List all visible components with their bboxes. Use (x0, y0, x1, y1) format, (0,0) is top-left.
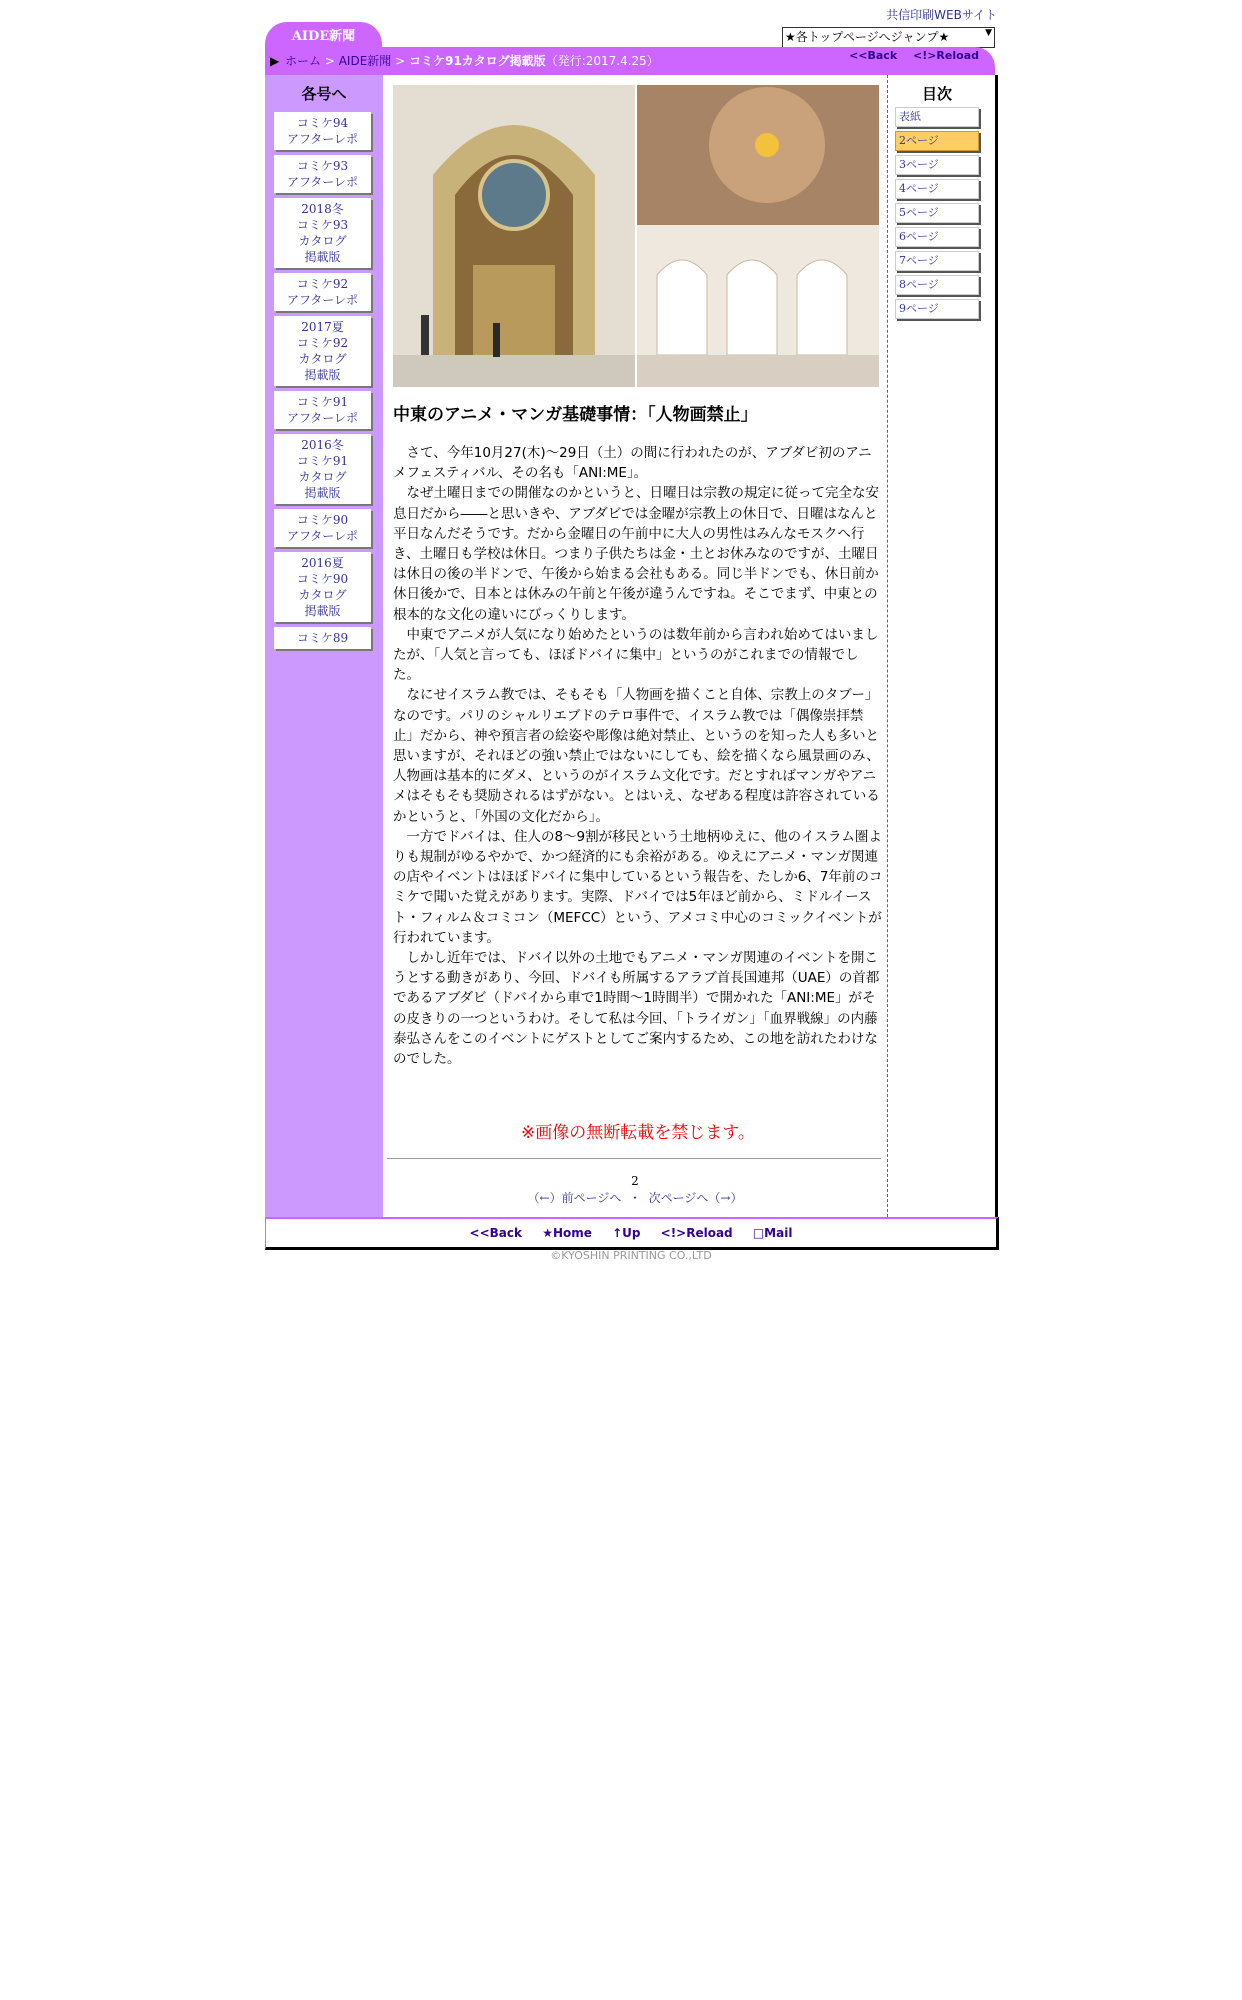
article-body (393, 443, 883, 1069)
footer-home-link[interactable]: ★Home (542, 1226, 592, 1240)
main-frame (265, 75, 998, 1220)
footer-mail-link[interactable]: □Mail (752, 1226, 793, 1240)
page-number: 2 (631, 1174, 639, 1188)
article-photos (393, 85, 879, 387)
issue-link[interactable]: 2016冬 コミケ91 カタログ 掲載版 (274, 434, 371, 504)
toc-item[interactable]: 4ページ (895, 179, 979, 199)
mosque-dome-photo (637, 85, 879, 387)
article-paragraph: 中東でアニメが人気になり始めたというのは数年前から言われ始めてはいましたが、「人気と言っても、ほぼドバイに集中」というのがこれまでの情報でした。 (393, 626, 879, 684)
top-nav (837, 42, 979, 70)
issue-sidebar (265, 75, 383, 1217)
breadcrumb-sep: > (391, 54, 409, 68)
reload-link[interactable]: <!>Reload (912, 49, 979, 62)
issue-link[interactable]: コミケ92 アフターレポ (274, 273, 371, 311)
article-paragraph: なぜ土曜日までの開催なのかというと、日曜日は宗教の規定に従って完全な安息日だから――と思いきや、アブダビでは金曜が宗教上の休日で、日曜はなんと平日なんだそうです。だから金曜日の午前中に大人の男性はみんなモスクへ行き、土曜日も学校は休日。つまり子供たちは金・土とお休みなのですが、土曜日は休日の後の半ドンで、午後から始まる会社もある。同じ半ドンでも、休日前か休日後かで、日本とは休みの午前と午後が違うんですね。そこでまず、中東との根本的な文化の違いにびっくりします。 (393, 485, 879, 623)
pager (383, 1173, 887, 1207)
breadcrumb-section[interactable]: AIDE新聞 (338, 54, 392, 68)
footer-back-link[interactable]: <<Back (469, 1226, 522, 1240)
breadcrumb (285, 47, 659, 75)
pager-separator: ・ (628, 1191, 641, 1205)
toc-item[interactable]: 表紙 (895, 107, 979, 127)
back-link[interactable]: <<Back (849, 49, 898, 62)
toc-item[interactable]: 6ページ (895, 227, 979, 247)
footer-reload-link[interactable]: <!>Reload (660, 1226, 733, 1240)
issue-sidebar-heading: 各号へ (301, 85, 347, 103)
article-paragraph: さて、今年10月27(木)～29日（土）の間に行われたのが、アブダビ初のアニメフェスティバル、その名も「ANI:ME」。 (393, 445, 872, 482)
next-page-link[interactable]: 次ページへ（→） (648, 1191, 743, 1205)
issue-date: （発行:2017.4.25） (545, 54, 659, 68)
issue-link[interactable]: 2016夏 コミケ90 カタログ 掲載版 (274, 552, 371, 622)
mosque-arch-photo (393, 85, 635, 387)
jump-select-value: ★各トップページへジャンプ★ (785, 30, 950, 44)
toc-list (895, 107, 979, 323)
toc-item-active[interactable]: 2ページ (895, 131, 979, 151)
toc-item[interactable]: 3ページ (895, 155, 979, 175)
mosque-arch-illustration (393, 85, 635, 387)
article-paragraph: 一方でドバイは、住人の8～9割が移民という土地柄ゆえに、他のイスラム圏よりも規制がゆるやかで、かつ経済的にも余裕がある。ゆえにアニメ・マンガ関連の店やイベントはほぼドバイに集中しているという報告を、たしか6、7年前のコミケで聞いた覚えがあります。実際、ドバイでは5年ほど前から、ミドルイースト・フィルム＆コミコン（MEFCC）という、アメコミ中心のコミックイベントが行われています。 (393, 828, 883, 946)
issue-link[interactable]: コミケ94 アフターレポ (274, 112, 371, 150)
issue-link[interactable]: 2017夏 コミケ92 カタログ 掲載版 (274, 316, 371, 386)
arrow-icon: ▶ (270, 54, 280, 68)
divider (387, 1158, 881, 1159)
footer-up-link[interactable]: ↑Up (612, 1226, 641, 1240)
chevron-down-icon: ▼ (985, 28, 992, 38)
copyright-warning: ※画像の無断転載を禁じます。 (521, 1123, 755, 1143)
article-title: 中東のアニメ・マンガ基礎事情：「人物画禁止」 (393, 405, 758, 425)
issue-link[interactable]: コミケ90 アフターレポ (274, 509, 371, 547)
section-tab: AIDE新聞 (265, 22, 382, 48)
mosque-dome-illustration (637, 85, 879, 387)
toc-item[interactable]: 7ページ (895, 251, 979, 271)
breadcrumb-sep: > (321, 54, 339, 68)
breadcrumb-current: コミケ91カタログ掲載版 (408, 54, 546, 68)
article-paragraph: しかし近年では、ドバイ以外の土地でもアニメ・マンガ関連のイベントを開こうとする動きがあり、今回、ドバイも所属するアラブ首長国連邦（UAE）の首都であるアブダビ（ドバイから車で1時間～1時間半）で開かれた「ANI:ME」がその皮きりの一つというわけ。そして私は今回、「トライガン」「血界戦線」の内藤泰弘さんをこのイベントにゲストとしてご案内するため、この地を訪れたわけなのでした。 (393, 950, 880, 1068)
article-area (383, 75, 888, 1217)
toc-sidebar (887, 75, 992, 1217)
footer-nav (265, 1217, 999, 1250)
issue-link[interactable]: コミケ93 アフターレポ (274, 155, 371, 193)
article-paragraph: なにせイスラム教では、そもそも「人物画を描くこと自体、宗教上のタブー」なのです。パリのシャルリエブドのテロ事件で、イスラム教では「偶像崇拝禁止」だから、神や預言者の絵姿や彫像は絶対禁止、というのを知った人も多いと思いますが、それほどの強い禁止ではないにしても、絵を描くなら風景画のみ、人物画は基本的にダメ、というのがイスラム文化です。だとすればマンガやアニメはそもそも奨励されるはずがない。とはいえ、なぜある程度は許容されているかというと、「外国の文化だから」。 (393, 687, 880, 825)
toc-heading: 目次 (921, 85, 952, 103)
breadcrumb-home[interactable]: ホーム (285, 54, 322, 68)
issue-list[interactable] (274, 112, 374, 645)
copyright: ©KYOSHIN PRINTING CO.,LTD (550, 1249, 712, 1262)
prev-page-link[interactable]: （←）前ページへ (527, 1191, 622, 1205)
toc-item[interactable]: 8ページ (895, 275, 979, 295)
toc-item[interactable]: 5ページ (895, 203, 979, 223)
issue-link[interactable]: コミケ91 アフターレポ (274, 391, 371, 429)
site-link[interactable]: 共信印刷WEBサイト (886, 8, 997, 22)
breadcrumb-bar (265, 47, 995, 75)
toc-item[interactable]: 9ページ (895, 299, 979, 319)
issue-link[interactable]: コミケ89 (274, 627, 371, 649)
issue-link[interactable]: 2018冬 コミケ93 カタログ 掲載版 (274, 198, 371, 268)
